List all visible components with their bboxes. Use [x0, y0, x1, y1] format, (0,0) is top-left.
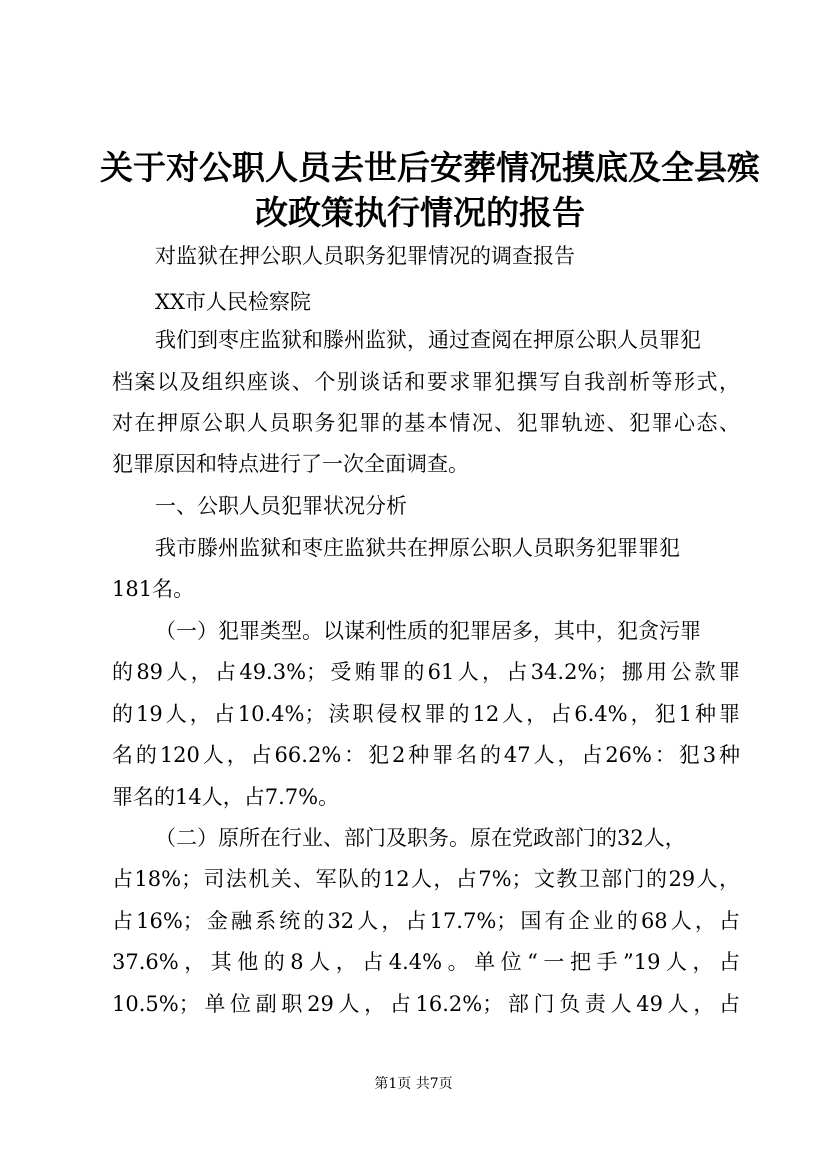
document-title-line-2: 改政策执行情况的报告: [255, 193, 585, 232]
document-title-line-1: 关于对公职人员去世后安葬情况摸底及全县殡: [100, 148, 760, 187]
paragraph-1-line-3: 对在押原公职人员职务犯罪的基本情况、犯罪轨迹、犯罪心态、: [112, 411, 740, 435]
paragraph-1-line-1: 我们到枣庄监狱和滕州监狱，通过查阅在押原公职人员罪犯: [155, 328, 701, 352]
paragraph-1-line-4: 犯罪原因和特点进行了一次全面调查。: [112, 452, 469, 476]
paragraph-1-line-2: 档案以及组织座谈、个别谈话和要求罪犯撰写自我剖析等形式，: [112, 370, 740, 394]
paragraph-4-line-2: 占18%；司法机关、军队的12人，占7%；文教卫部门的29人，: [112, 867, 740, 891]
paragraph-4-line-1: （二）原所在行业、部门及职务。原在党政部门的32人，: [155, 826, 686, 850]
paragraph-2-line-2: 181名。: [112, 577, 195, 601]
paragraph-4-line-4: 37.6%，其他的8人，占4.4%。单位“一把手”19人，占: [112, 950, 740, 974]
paragraph-3-line-2: 的89人，占49.3%；受贿罪的61人，占34.2%；挪用公款罪: [112, 660, 740, 684]
paragraph-3-line-1: （一）犯罪类型。以谋利性质的犯罪居多，其中，犯贪污罪: [155, 619, 701, 643]
paragraph-3-line-5: 罪名的14人，占7.7%。: [112, 785, 340, 809]
report-subtitle: 对监狱在押公职人员职务犯罪情况的调查报告: [155, 244, 575, 268]
paragraph-2-line-1: 我市滕州监狱和枣庄监狱共在押原公职人员职务犯罪罪犯: [155, 536, 680, 560]
page-number-footer: 第1页 共7页: [374, 1076, 453, 1092]
paragraph-4-line-3: 占16%；金融系统的32人，占17.7%；国有企业的68人，占: [112, 909, 740, 933]
paragraph-3-line-4: 名的120人，占66.2%：犯2种罪名的47人，占26%：犯3种: [112, 743, 740, 767]
paragraph-3-line-3: 的19人，占10.4%；渎职侵权罪的12人，占6.4%，犯1种罪: [112, 702, 740, 726]
paragraph-4-line-5: 10.5%；单位副职29人，占16.2%；部门负责人49人，占: [112, 992, 740, 1016]
section-heading-1: 一、公职人员犯罪状况分析: [155, 494, 407, 518]
issuing-organization: XX市人民检察院: [155, 290, 311, 314]
